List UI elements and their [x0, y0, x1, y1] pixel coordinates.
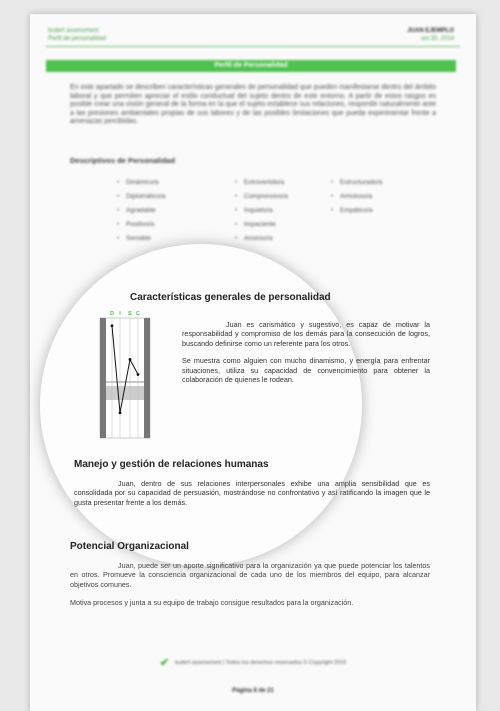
descriptors-title: Descriptivos de Personalidad	[70, 156, 176, 165]
page-number: Página 8 de 21	[232, 688, 274, 694]
potential-title: Potencial Organizacional	[70, 541, 189, 552]
trait-item: • Ansioso/a	[244, 234, 273, 243]
graph-label-c: C	[136, 311, 140, 317]
trait-item: • Empático/a	[340, 206, 373, 215]
characteristics-paragraph-1: Juan es carismático y sugestivo, es capaz de motivar la responsabilidad y compromiso de los demás para la consecución de logros, buscando definirse como un referente para los otros.	[182, 320, 430, 348]
trait-item: • Agradable	[126, 206, 156, 215]
check-icon: ✔	[159, 657, 170, 669]
header-person-name: JUAN EJEMPLO	[407, 28, 454, 34]
trait-item: • Comprensivo/a	[244, 192, 288, 201]
header-title: kudert assessment	[48, 28, 99, 34]
magnifier-lens	[40, 244, 430, 608]
graph-point-i	[119, 411, 122, 414]
characteristics-text	[182, 320, 430, 392]
graph-labels	[110, 311, 140, 317]
disc-graph	[100, 308, 150, 438]
characteristics-paragraph-2: Se muestra como alguien con mucho dinamismo, y energía para enfrentar situaciones, utiliza su capacidad de convencimiento para obtener la colaboración de quienes le rodean.	[182, 356, 430, 385]
trait-item: • Diplomático/a	[126, 192, 165, 201]
relations-text: Juan, dentro de sus relaciones interpersonales exhibe una amplia sensibilidad que es consolidada por su capacidad de persuasión, mostrándose no confrontativo y así ratificando la imagen que le gusta presentar frente a los demás.	[74, 479, 430, 507]
footer-text: kudert assessment | Todos los derechos reservados © Copyright 2015	[175, 659, 347, 666]
characteristics-title: Características generales de personalidad	[130, 292, 331, 303]
trait-item: • Impaciente	[244, 220, 276, 229]
graph-point-c	[137, 373, 140, 376]
potential-paragraph-1: Juan, puede ser un aporte significativo para la organización ya que puede potenciar los talentos en otros. Promueve la consciencia organizacional de cada uno de los miembros del equipo, para alcanzar objetivos comunes.	[70, 561, 430, 589]
graph-point-d	[111, 324, 114, 327]
report-page	[30, 14, 476, 711]
trait-item: • Inquieto/a	[244, 206, 273, 215]
section-title-bar: Perfil de Personalidad	[46, 60, 456, 72]
trait-item: • Positivo/a	[126, 220, 154, 229]
lens-content	[30, 14, 476, 711]
graph-rail-left	[100, 318, 106, 438]
header-date: oct 30, 2014	[420, 36, 454, 42]
graph-rail-right	[144, 318, 150, 438]
graph-label-d: D	[110, 311, 114, 317]
graph-label-s: S	[128, 311, 132, 317]
section-intro: En este apartado se describen características generales de personalidad que pueden manifestarse dentro del ámbito laboral y que permiten apreciar el estilo conductual del sujeto dentro de este entorno. A partir de estos rasgos es posible crear una visión general de la forma en la que el sujeto establece sus relaciones, responde naturalmente ante a las presiones ambientales propias de sus labores y de las posibles limitaciones que pueda experimentar frente a amenazas percibidas.	[70, 84, 436, 126]
trait-item: • Extrovertido/a	[244, 178, 284, 187]
relations-title: Manejo y gestión de relaciones humanas	[74, 459, 269, 470]
trait-item: • Sensible	[126, 234, 151, 243]
potential-paragraph-2: Motiva procesos y junta a su equipo de trabajo consigue resultados para la organización.	[70, 598, 354, 608]
graph-label-i: I	[119, 311, 121, 317]
graph-frame	[100, 318, 150, 438]
trait-item: • Dinámico/a	[126, 178, 159, 187]
trait-item: • Amistoso/a	[340, 192, 372, 201]
header-subtitle: Perfil de personalidad	[48, 36, 107, 42]
trait-item: • Estructurado/a	[340, 178, 382, 187]
graph-point-s	[129, 358, 132, 361]
potential-text	[70, 561, 430, 617]
